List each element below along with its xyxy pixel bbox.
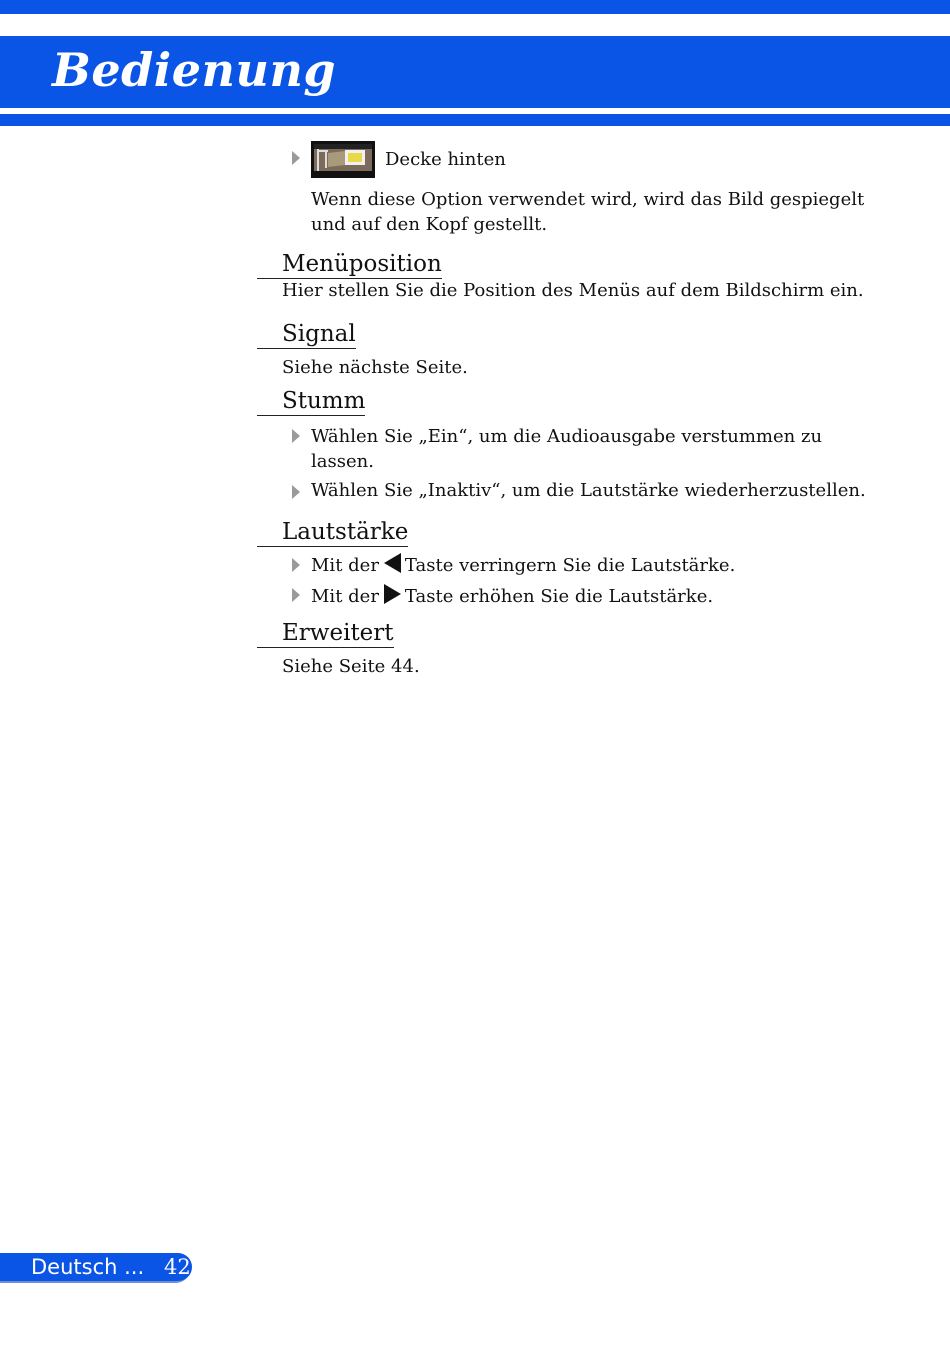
- bullet-icon: [292, 485, 300, 499]
- bullet-icon: [292, 151, 300, 165]
- mute-item-off: Wählen Sie „Inaktiv“, um die Lautstärke wiederherzustellen.: [311, 480, 866, 501]
- ceiling-rear-description: Wenn diese Option verwendet wird, wird das Bild gespiegelt und auf den Kopf gestellt.: [311, 189, 865, 235]
- ceiling-rear-projection-icon: [311, 141, 375, 178]
- advanced-text: Siehe Seite 44.: [282, 656, 420, 677]
- bullet-icon: [292, 588, 300, 602]
- menu-position-text: Hier stellen Sie die Position des Menüs auf dem Bildschirm ein.: [282, 280, 864, 301]
- volume-item-decrease: [311, 553, 911, 578]
- right-triangle-icon: [384, 584, 401, 604]
- bullet-icon: [292, 429, 300, 443]
- volume-decrease-suffix: Taste verringern Sie die Lautstärke.: [404, 555, 736, 576]
- section-heading-menu-position: Menüposition: [257, 251, 442, 279]
- ceiling-rear-label: Decke hinten: [385, 149, 506, 170]
- bullet-icon: [292, 558, 300, 572]
- section-heading-signal: Signal: [257, 321, 356, 349]
- volume-increase-suffix: Taste erhöhen Sie die Lautstärke.: [404, 586, 714, 607]
- section-heading-advanced: Erweitert: [257, 620, 394, 648]
- footer-language: Deutsch ...: [31, 1255, 145, 1279]
- volume-item-increase: [311, 584, 911, 609]
- section-heading-mute: Stumm: [257, 388, 365, 416]
- signal-text: Siehe nächste Seite.: [282, 357, 468, 378]
- header-band-top: [0, 0, 950, 14]
- header-band-bottom: [0, 114, 950, 126]
- section-heading-volume: Lautstärke: [257, 519, 408, 547]
- page-title: Bedienung: [52, 43, 337, 97]
- left-triangle-icon: [384, 553, 401, 573]
- mute-item-on: Wählen Sie „Ein“, um die Audioausgabe verstummen zu lassen.: [311, 426, 823, 472]
- footer-page-number: 42: [164, 1255, 191, 1279]
- volume-increase-prefix: Mit der: [311, 586, 379, 607]
- volume-decrease-prefix: Mit der: [311, 555, 379, 576]
